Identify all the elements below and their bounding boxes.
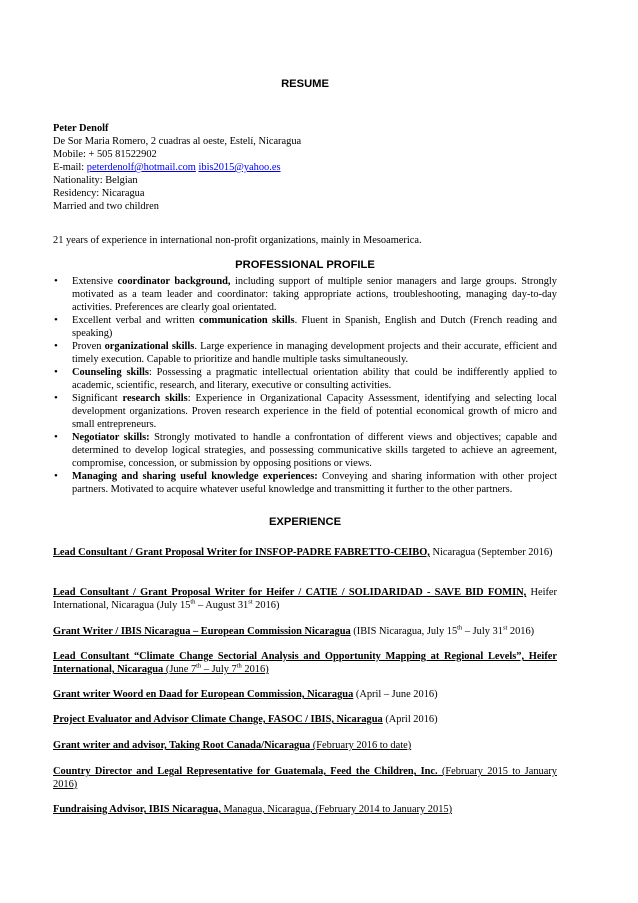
contact-block (53, 122, 557, 213)
bullet-icon: • (54, 314, 58, 326)
bullet-icon: • (54, 470, 58, 482)
profile-list (53, 275, 557, 496)
profile-item: • Excellent verbal and written communication skills. Fluent in Spanish, English and Dutch (French reading and speaking) (54, 314, 557, 339)
profile-item: • Counseling skills: Possessing a pragmatic intellectual orientation ability that could be indifferently applied to academic, scientific, research, and literary, executive or consulting activities. (54, 366, 557, 391)
profile-item: • Significant research skills: Experience in Organizational Capacity Assessment, identifying and selecting local development organizations. Proven research experience in the field of potential economical growth of micro and small entrepreneurs. (54, 392, 557, 430)
experience-entry: Lead Consultant “Climate Change Sectorial Analysis and Opportunity Mapping at Regional Levels”, Heifer International, Nicaragua (June 7th – July 7th 2016) (53, 651, 557, 675)
contact-name: Peter Denolf (53, 123, 109, 134)
experience-summary: 21 years of experience in international non-profit organizations, mainly in Mesoamerica. (53, 235, 422, 246)
experience-heading: EXPERIENCE (268, 516, 342, 528)
contact-residency: Residency: Nicaragua (53, 188, 145, 199)
profile-item: • Extensive coordinator background, including support of multiple senior managers and large groups. Strongly motivated as a team leader and coordinator: taking appropriate actions, troubleshooting, managing day-to-day activities. Preferences are clearly goal orientated. (54, 275, 557, 313)
page-title: RESUME (281, 78, 329, 90)
contact-family: Married and two children (53, 201, 159, 212)
experience-entry: Lead Consultant / Grant Proposal Writer for Heifer / CATIE / SOLIDARIDAD - SAVE BID FOMIN, Heifer International, Nicaragua (July 15th – August 31st 2016) (53, 587, 557, 611)
email-label: E-mail: (53, 162, 87, 173)
experience-entry: Lead Consultant / Grant Proposal Writer for INSFOP-PADRE FABRETTO-CEIBO, Nicaragua (September 2016) (53, 547, 553, 558)
profile-item: • Negotiator skills: Strongly motivated to handle a confrontation of different views and objectives; capable and determined to develop logical strategies, and possessing communicative skills targeted to achieve an agreement, compromise, concession, or submission by opposing positions or views. (54, 431, 558, 469)
profile-heading: PROFESSIONAL PROFILE (235, 259, 375, 271)
bullet-icon: • (54, 340, 58, 352)
bullet-icon: • (54, 275, 58, 287)
experience-entry: Country Director and Legal Representative for Guatemala, Feed the Children, Inc. (February 2015 to January 2016) (53, 766, 557, 790)
profile-item: • Proven organizational skills. Large experience in managing development projects and their accurate, efficient and timely execution. Capable to prioritize and handle multiple tasks simultaneously. (54, 340, 557, 365)
experience-entry: Grant writer and advisor, Taking Root Canada/Nicaragua (February 2016 to date) (53, 740, 412, 751)
bullet-icon: • (54, 366, 58, 378)
contact-mobile: Mobile: + 505 81522902 (53, 149, 157, 160)
email-link-hotmail[interactable]: peterdenolf@hotmail.com (86, 162, 196, 173)
experience-entry: Grant Writer / IBIS Nicaragua – European Commission Nicaragua (IBIS Nicaragua, July 15th – July 31st 2016) (53, 624, 535, 637)
bullet-icon: • (54, 431, 58, 443)
contact-email (53, 161, 557, 174)
experience-entry: Grant writer Woord en Daad for European Commission, Nicaragua (April – June 2016) (53, 689, 438, 700)
profile-item: • Managing and sharing useful knowledge experiences: Conveying and sharing information with other project partners. Motivated to acquire whatever useful knowledge and transmitting it further to the other partners. (54, 470, 558, 495)
experience-entry: Fundraising Advisor, IBIS Nicaragua, Managua, Nicaragua, (February 2014 to January 2015) (53, 804, 453, 815)
email-link-yahoo[interactable]: ibis2015@yahoo.es (198, 162, 281, 173)
experience-entry: Project Evaluator and Advisor Climate Change, FASOC / IBIS, Nicaragua (April 2016) (53, 714, 438, 725)
contact-address: De Sor Maria Romero, 2 cuadras al oeste, Estelí, Nicaragua (53, 136, 302, 147)
bullet-icon: • (54, 392, 58, 404)
contact-nationality: Nationality: Belgian (53, 175, 138, 186)
